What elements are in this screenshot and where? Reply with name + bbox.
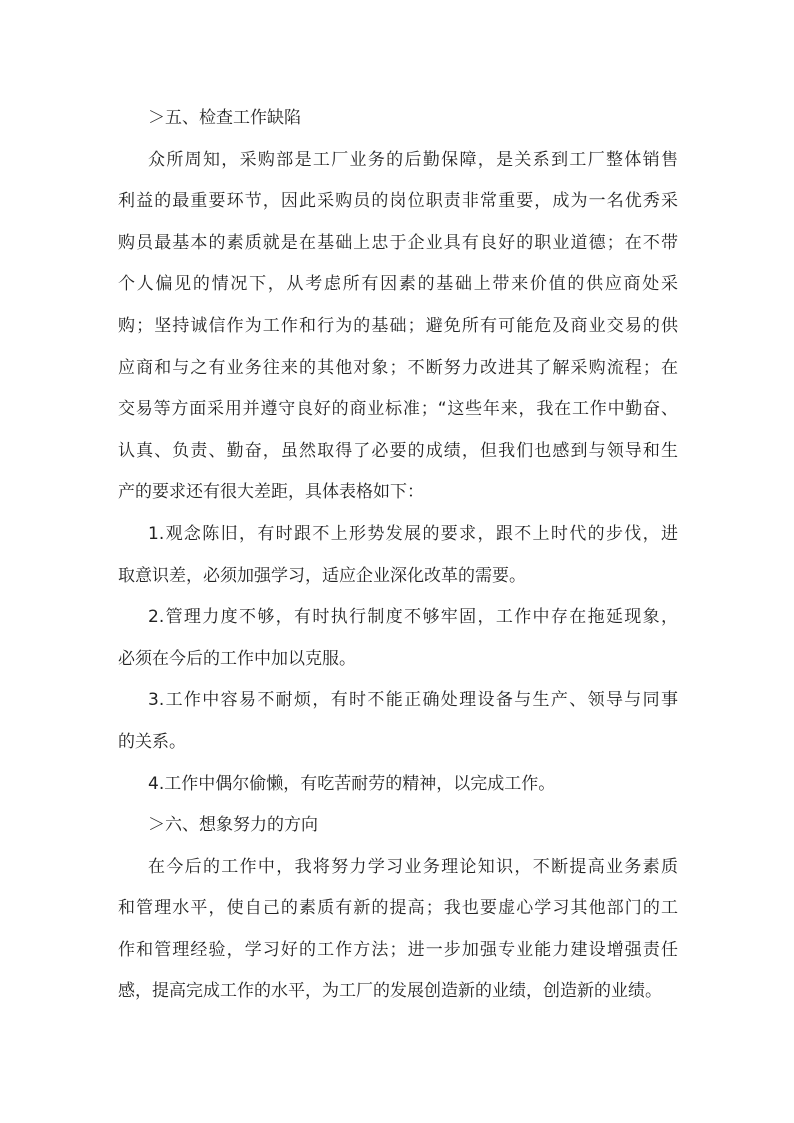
list-item-line: 3.工作中容易不耐烦，有时不能正确处理设备与生产、领导与同事 — [148, 690, 678, 711]
paragraph-line: 在今后的工作中，我将努力学习业务理论知识，不断提高业务素质 — [148, 856, 678, 877]
section-heading-six: ＞六、想象努力的方向 — [148, 815, 318, 836]
list-item-line: 4.工作中偶尔偷懒，有吃苦耐劳的精神，以完成工作。 — [148, 773, 556, 794]
list-item-line: 必须在今后的工作中加以克服。 — [118, 648, 356, 669]
paragraph-line: 交易等方面采用并遵守良好的商业标准；“这些年来，我在工作中勤奋、 — [118, 399, 678, 420]
paragraph-line: 和管理水平，使自己的素质有新的提高；我也要虚心学习其他部门的工 — [118, 898, 678, 919]
paragraph-line: 购员最基本的素质就是在基础上忠于企业具有良好的职业道德；在不带 — [118, 232, 678, 253]
section-heading-five: ＞五、检查工作缺陷 — [148, 108, 301, 128]
paragraph-line: 应商和与之有业务往来的其他对象；不断努力改进其了解采购流程；在 — [118, 357, 678, 378]
paragraph-line: 众所周知，采购部是工厂业务的后勤保障，是关系到工厂整体销售 — [148, 149, 678, 170]
paragraph-line: 产的要求还有很大差距，具体表格如下： — [118, 482, 424, 503]
paragraph-line: 个人偏见的情况下，从考虑所有因素的基础上带来价值的供应商处采 — [118, 274, 678, 295]
list-item-line: 1.观念陈旧，有时跟不上形势发展的要求，跟不上时代的步伐，进 — [148, 523, 678, 544]
list-item-line: 2.管理力度不够，有时执行制度不够牢固，工作中存在拖延现象， — [148, 607, 678, 628]
document-body — [118, 98, 678, 1013]
paragraph-line: 利益的最重要环节，因此采购员的岗位职责非常重要，成为一名优秀采 — [118, 191, 678, 212]
paragraph-line: 认真、负责、勤奋，虽然取得了必要的成绩，但我们也感到与领导和生 — [118, 440, 678, 461]
paragraph-line: 作和管理经验，学习好的工作方法；进一步加强专业能力建设增强责任 — [118, 939, 678, 960]
paragraph-line: 感，提高完成工作的水平，为工厂的发展创造新的业绩，创造新的业绩。 — [118, 981, 662, 1002]
list-item-line: 的关系。 — [118, 731, 186, 752]
paragraph-line: 购；坚持诚信作为工作和行为的基础；避免所有可能危及商业交易的供 — [118, 315, 678, 336]
list-item-line: 取意识差，必须加强学习，适应企业深化改革的需要。 — [118, 565, 526, 586]
